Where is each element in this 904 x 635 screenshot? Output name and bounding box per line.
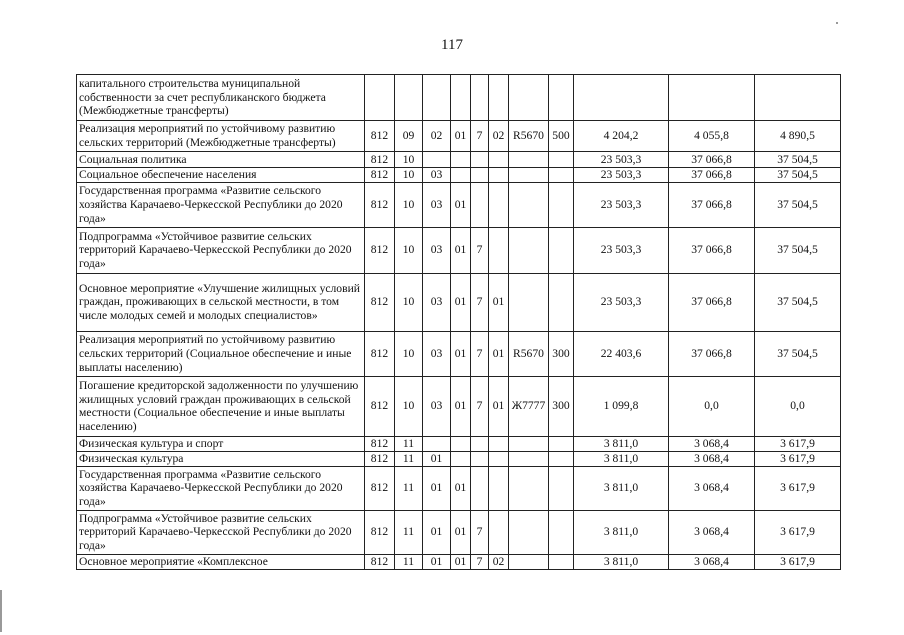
code-cell [451, 451, 471, 466]
amount-cell: 3 068,4 [669, 451, 755, 466]
amount-cell: 37 066,8 [669, 227, 755, 273]
code-cell: 812 [365, 510, 395, 554]
code-cell: 10 [395, 182, 423, 227]
table-row [77, 75, 841, 121]
code-cell [471, 168, 489, 183]
code-cell: 01 [451, 466, 471, 510]
code-cell: 03 [423, 182, 451, 227]
code-cell: 812 [365, 168, 395, 183]
amount-cell [574, 75, 669, 121]
amount-cell: 3 617,9 [755, 554, 841, 569]
amount-cell: 37 066,8 [669, 152, 755, 168]
code-cell: 03 [423, 376, 451, 436]
amount-cell: 3 617,9 [755, 451, 841, 466]
table-row [77, 510, 841, 554]
row-name-cell: Подпрограмма «Устойчивое развитие сельских территорий Карачаево-Черкесской Республики до 2020 года» [77, 227, 365, 273]
code-cell: R5670 [509, 331, 549, 376]
amount-cell: 3 617,9 [755, 510, 841, 554]
code-cell: 812 [365, 273, 395, 331]
amount-cell: 37 504,5 [755, 152, 841, 168]
code-cell: 812 [365, 182, 395, 227]
code-cell: 01 [423, 466, 451, 510]
code-cell: 01 [451, 182, 471, 227]
code-cell: 7 [471, 376, 489, 436]
amount-cell: 23 503,3 [574, 182, 669, 227]
code-cell: 300 [549, 376, 574, 436]
code-cell [489, 168, 509, 183]
amount-cell: 3 617,9 [755, 436, 841, 451]
code-cell [549, 510, 574, 554]
amount-cell: 3 068,4 [669, 554, 755, 569]
code-cell: 01 [423, 510, 451, 554]
code-cell: 09 [395, 121, 423, 152]
code-cell: 03 [423, 273, 451, 331]
code-cell: 01 [451, 121, 471, 152]
code-cell [549, 273, 574, 331]
code-cell: 11 [395, 436, 423, 451]
row-name-cell: Реализация мероприятий по устойчивому развитию сельских территорий (Межбюджетные трансферты) [77, 121, 365, 152]
table-row [77, 121, 841, 152]
row-name-cell: Государственная программа «Развитие сельского хозяйства Карачаево-Черкесской Республики до 2020 года» [77, 182, 365, 227]
code-cell: 02 [489, 554, 509, 569]
table-row [77, 273, 841, 331]
table-row [77, 436, 841, 451]
code-cell [365, 75, 395, 121]
code-cell [509, 436, 549, 451]
code-cell [549, 227, 574, 273]
row-name-cell: Основное мероприятие «Улучшение жилищных условий граждан, проживающих в сельской местности, в том числе молодых семей и молодых специалистов» [77, 273, 365, 331]
amount-cell [669, 75, 755, 121]
code-cell [489, 152, 509, 168]
row-name-cell: Социальное обеспечение населения [77, 168, 365, 183]
code-cell: 7 [471, 273, 489, 331]
code-cell: 01 [489, 273, 509, 331]
code-cell: 300 [549, 331, 574, 376]
code-cell [549, 75, 574, 121]
table-row [77, 227, 841, 273]
code-cell [489, 227, 509, 273]
amount-cell: 37 066,8 [669, 182, 755, 227]
code-cell [509, 75, 549, 121]
row-name-cell: Погашение кредиторской задолженности по улучшению жилищных условий граждан проживающих в сельской местности (Социальное обеспечение и иные выплаты населению) [77, 376, 365, 436]
code-cell [451, 75, 471, 121]
code-cell [423, 75, 451, 121]
code-cell [509, 554, 549, 569]
amount-cell: 23 503,3 [574, 227, 669, 273]
table-row [77, 168, 841, 183]
amount-cell: 23 503,3 [574, 168, 669, 183]
row-name-cell: Физическая культура и спорт [77, 436, 365, 451]
code-cell: 03 [423, 331, 451, 376]
amount-cell: 0,0 [669, 376, 755, 436]
code-cell: 812 [365, 121, 395, 152]
code-cell [471, 436, 489, 451]
amount-cell: 37 504,5 [755, 168, 841, 183]
code-cell: 812 [365, 331, 395, 376]
code-cell [451, 152, 471, 168]
code-cell: 01 [451, 273, 471, 331]
code-cell [489, 451, 509, 466]
amount-cell: 4 204,2 [574, 121, 669, 152]
code-cell: Ж7777 [509, 376, 549, 436]
table-row [77, 554, 841, 569]
code-cell: 7 [471, 331, 489, 376]
code-cell: 7 [471, 510, 489, 554]
amount-cell: 23 503,3 [574, 273, 669, 331]
code-cell: 01 [489, 376, 509, 436]
code-cell: 01 [451, 554, 471, 569]
code-cell: 812 [365, 554, 395, 569]
amount-cell: 37 504,5 [755, 273, 841, 331]
code-cell: 01 [451, 510, 471, 554]
code-cell [549, 554, 574, 569]
amount-cell: 22 403,6 [574, 331, 669, 376]
code-cell [471, 466, 489, 510]
amount-cell: 3 811,0 [574, 451, 669, 466]
table-row [77, 331, 841, 376]
page-number: 117 [441, 37, 463, 53]
code-cell [549, 152, 574, 168]
code-cell: 03 [423, 168, 451, 183]
code-cell [451, 436, 471, 451]
table-row [77, 466, 841, 510]
code-cell: 11 [395, 554, 423, 569]
code-cell: 812 [365, 376, 395, 436]
code-cell [489, 75, 509, 121]
code-cell: 812 [365, 227, 395, 273]
code-cell [549, 466, 574, 510]
amount-cell [755, 75, 841, 121]
amount-cell: 3 068,4 [669, 466, 755, 510]
amount-cell: 37 504,5 [755, 331, 841, 376]
code-cell [489, 182, 509, 227]
code-cell: 7 [471, 121, 489, 152]
code-cell [451, 168, 471, 183]
code-cell [471, 182, 489, 227]
code-cell [509, 227, 549, 273]
code-cell [423, 152, 451, 168]
code-cell: 812 [365, 152, 395, 168]
code-cell [423, 436, 451, 451]
code-cell: 10 [395, 152, 423, 168]
table-row [77, 182, 841, 227]
code-cell [509, 273, 549, 331]
amount-cell: 37 066,8 [669, 273, 755, 331]
code-cell: 03 [423, 227, 451, 273]
amount-cell: 4 055,8 [669, 121, 755, 152]
amount-cell: 37 504,5 [755, 182, 841, 227]
amount-cell: 0,0 [755, 376, 841, 436]
code-cell: 01 [451, 376, 471, 436]
code-cell [509, 182, 549, 227]
code-cell [509, 510, 549, 554]
table-row [77, 376, 841, 436]
code-cell [549, 451, 574, 466]
code-cell: 500 [549, 121, 574, 152]
code-cell [509, 168, 549, 183]
amount-cell: 3 811,0 [574, 436, 669, 451]
code-cell: 7 [471, 554, 489, 569]
code-cell: 10 [395, 273, 423, 331]
amount-cell: 3 811,0 [574, 466, 669, 510]
code-cell [471, 451, 489, 466]
code-cell: 7 [471, 227, 489, 273]
budget-table [76, 74, 841, 570]
code-cell [489, 436, 509, 451]
row-name-cell: Социальная политика [77, 152, 365, 168]
amount-cell: 37 066,8 [669, 331, 755, 376]
scan-mark [0, 590, 2, 632]
amount-cell: 37 066,8 [669, 168, 755, 183]
code-cell [509, 152, 549, 168]
code-cell [549, 168, 574, 183]
code-cell: 02 [489, 121, 509, 152]
amount-cell: 1 099,8 [574, 376, 669, 436]
code-cell: 10 [395, 331, 423, 376]
row-name-cell: Физическая культура [77, 451, 365, 466]
amount-cell: 4 890,5 [755, 121, 841, 152]
code-cell [471, 152, 489, 168]
amount-cell: 3 811,0 [574, 554, 669, 569]
code-cell: 812 [365, 451, 395, 466]
code-cell: 01 [489, 331, 509, 376]
row-name-cell: Реализация мероприятий по устойчивому развитию сельских территорий (Социальное обеспечение и иные выплаты населению) [77, 331, 365, 376]
code-cell: 812 [365, 436, 395, 451]
code-cell [509, 466, 549, 510]
code-cell: 01 [451, 227, 471, 273]
code-cell: 01 [423, 554, 451, 569]
amount-cell: 3 068,4 [669, 510, 755, 554]
row-name-cell: Подпрограмма «Устойчивое развитие сельских территорий Карачаево-Черкесской Республики до 2020 года» [77, 510, 365, 554]
code-cell: 11 [395, 510, 423, 554]
code-cell [395, 75, 423, 121]
amount-cell: 3 617,9 [755, 466, 841, 510]
amount-cell: 23 503,3 [574, 152, 669, 168]
table-row [77, 451, 841, 466]
amount-cell: 3 811,0 [574, 510, 669, 554]
code-cell [509, 451, 549, 466]
row-name-cell: Государственная программа «Развитие сельского хозяйства Карачаево-Черкесской Республики до 2020 года» [77, 466, 365, 510]
code-cell: 10 [395, 376, 423, 436]
row-name-cell: Основное мероприятие «Комплексное [77, 554, 365, 569]
code-cell [489, 466, 509, 510]
code-cell [489, 510, 509, 554]
scan-mark [836, 22, 838, 24]
code-cell: 10 [395, 227, 423, 273]
code-cell: 10 [395, 168, 423, 183]
code-cell: 11 [395, 451, 423, 466]
amount-cell: 3 068,4 [669, 436, 755, 451]
code-cell: 01 [423, 451, 451, 466]
code-cell [549, 436, 574, 451]
code-cell: 01 [451, 331, 471, 376]
code-cell [549, 182, 574, 227]
code-cell: 812 [365, 466, 395, 510]
code-cell [471, 75, 489, 121]
code-cell: R5670 [509, 121, 549, 152]
table-row [77, 152, 841, 168]
code-cell: 02 [423, 121, 451, 152]
amount-cell: 37 504,5 [755, 227, 841, 273]
row-name-cell: капитального строительства муниципальной собственности за счет республиканского бюджета (Межбюджетные трансферты) [77, 75, 365, 121]
code-cell: 11 [395, 466, 423, 510]
